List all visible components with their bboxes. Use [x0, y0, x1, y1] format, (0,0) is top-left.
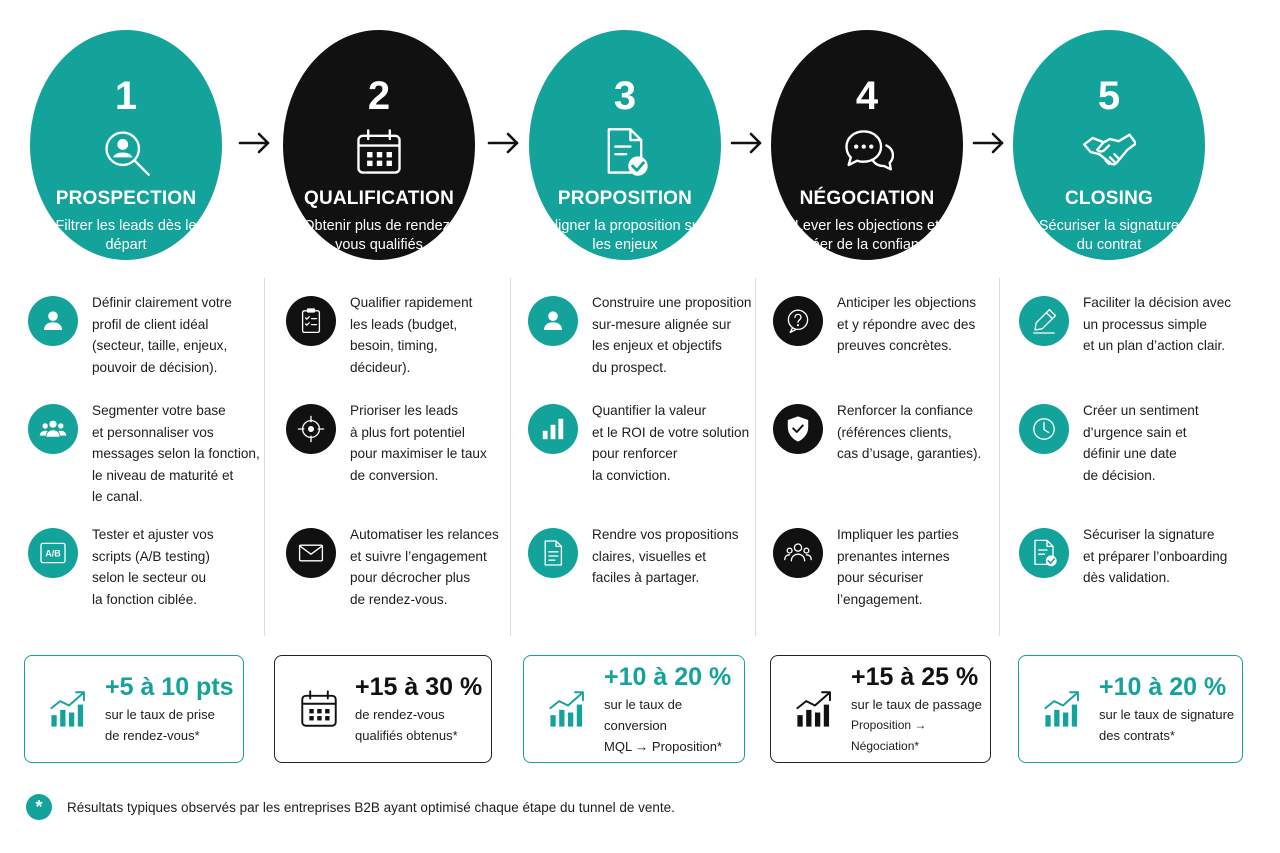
stat-description-line: MQL → Proposition* — [604, 738, 723, 754]
stat-card — [523, 655, 745, 763]
action-text — [837, 292, 976, 357]
stat-description-line: des contrats* — [1099, 728, 1175, 743]
clock-icon — [1019, 404, 1069, 454]
action-item — [28, 400, 264, 508]
action-text-line: de rendez-vous. — [350, 591, 448, 607]
step-circle-5 — [1013, 30, 1205, 260]
stat-value: +15 à 30 % — [355, 673, 483, 701]
action-text — [92, 524, 214, 610]
action-text-line: la fonction ciblée. — [92, 591, 198, 607]
step-subtitle: Obtenir plus de rendez-vous qualifiés — [303, 218, 455, 253]
step-title: QUALIFICATION — [303, 188, 454, 209]
step-subtitle: Filtrer les leads dès le départ — [55, 218, 197, 253]
action-text-line: Impliquer les parties — [837, 527, 959, 542]
action-item — [1019, 524, 1247, 589]
stat-description-line: de rendez-vous — [355, 707, 445, 722]
action-text-line: profil de client idéal — [92, 316, 209, 332]
action-text-line: et le ROI de votre solution — [592, 424, 750, 440]
people-icon — [773, 528, 823, 578]
stat-description — [355, 704, 482, 746]
column-divider — [510, 278, 511, 636]
step-number: 4 — [855, 74, 879, 118]
action-text-line: du prospect. — [592, 359, 667, 375]
stat-body — [604, 662, 744, 757]
action-text-line: pouvoir de décision). — [92, 359, 218, 375]
arrow-right-icon — [972, 131, 1006, 155]
clipboard-check-icon — [286, 296, 336, 346]
stat-description — [105, 704, 234, 746]
action-text-line: Prioriser les leads — [350, 403, 459, 418]
calendar-icon — [351, 124, 407, 180]
stat-card — [770, 655, 991, 763]
action-item — [286, 400, 508, 486]
action-text-line: le niveau de maturité et — [92, 467, 234, 483]
action-text — [837, 400, 981, 465]
action-text — [92, 292, 232, 378]
step-number: 2 — [367, 74, 391, 118]
step-circle-3 — [529, 30, 721, 260]
trend-chart-icon — [546, 687, 590, 731]
stat-description-line: sur le taux de prise — [105, 707, 215, 722]
action-text-line: Anticiper les objections — [837, 295, 977, 310]
action-text — [837, 524, 959, 610]
bar-chart-icon — [528, 404, 578, 454]
search-user-icon — [98, 124, 154, 180]
action-text-line: définir une date — [1083, 446, 1177, 461]
shield-check-icon — [773, 404, 823, 454]
action-text-line: faciles à partager. — [592, 570, 700, 585]
stat-description-line: qualifiés obtenus* — [355, 728, 458, 743]
action-text-line: Tester et ajuster vos — [92, 527, 214, 542]
action-text-line: dès validation. — [1083, 570, 1170, 585]
action-text-line: claires, visuelles et — [592, 548, 707, 564]
calendar-icon — [297, 687, 341, 731]
action-text — [350, 524, 499, 610]
column-divider — [999, 278, 1000, 636]
action-text-line: preuves concrètes. — [837, 338, 952, 353]
action-text — [350, 292, 472, 378]
step-subtitle: Lever les objections et créer de la confiance — [794, 218, 940, 253]
arrow-right-icon — [487, 131, 521, 155]
user-icon — [28, 296, 78, 346]
action-text-line: d’urgence sain et — [1083, 424, 1187, 440]
document-check-icon — [597, 124, 653, 180]
mail-icon — [286, 528, 336, 578]
stat-body — [851, 662, 990, 757]
action-item — [773, 524, 999, 610]
action-text-line: Automatiser les relances — [350, 527, 499, 542]
step-number: 5 — [1097, 74, 1121, 118]
step-title: PROSPECTION — [55, 188, 197, 209]
action-item — [528, 524, 760, 589]
action-text-line: et y répondre avec des — [837, 316, 976, 332]
action-text-line: pour décrocher plus — [350, 570, 471, 585]
action-text-line: prenantes internes — [837, 548, 950, 564]
step-circle-4 — [771, 30, 963, 260]
action-text-line: et suivre l’engagement — [350, 548, 487, 564]
action-text-line: Sécuriser la signature — [1083, 527, 1215, 542]
action-text-line: les enjeux et objectifs — [592, 338, 722, 353]
action-text — [350, 400, 487, 486]
action-item — [528, 400, 760, 486]
step-subtitle: Aligner la proposition sur les enjeux — [545, 218, 705, 253]
action-text-line: la conviction. — [592, 467, 671, 483]
action-text-line: le canal. — [92, 489, 143, 504]
trend-chart-icon — [1041, 687, 1085, 731]
stat-body — [355, 672, 482, 746]
action-text-line: Définir clairement votre — [92, 295, 232, 310]
footnote-text: Résultats typiques observés par les entreprises B2B ayant optimisé chaque étape du tunnel de vente. — [67, 799, 675, 815]
action-text — [1083, 292, 1231, 357]
action-item — [773, 292, 999, 357]
step-title: PROPOSITION — [557, 188, 693, 209]
user-icon — [528, 296, 578, 346]
step-title: NÉGOCIATION — [799, 188, 935, 209]
stat-description-line: Proposition → Négociation* — [851, 717, 927, 753]
chat-bubbles-icon — [839, 124, 895, 180]
action-text-line: sur-mesure alignée sur — [592, 316, 732, 332]
footnote — [26, 794, 675, 820]
step-title: CLOSING — [1065, 188, 1153, 209]
action-text-line: et un plan d’action clair. — [1083, 338, 1226, 353]
step-number: 1 — [114, 74, 138, 118]
action-text-line: et préparer l’onboarding — [1083, 548, 1228, 564]
stat-description-line: sur le taux de passage — [851, 696, 982, 712]
trend-chart-icon — [793, 687, 837, 731]
stat-body — [1099, 672, 1234, 746]
action-text-line: Renforcer la confiance — [837, 403, 974, 418]
action-item — [286, 292, 508, 378]
action-text-line: Segmenter votre base — [92, 403, 226, 418]
action-item — [1019, 292, 1247, 357]
step-subtitle: Sécuriser la signature du contrat — [1038, 218, 1180, 253]
trend-chart-icon — [47, 687, 91, 731]
stat-value: +10 à 20 % — [1099, 673, 1227, 701]
stat-value: +15 à 25 % — [851, 662, 979, 691]
stat-card — [24, 655, 244, 763]
asterisk-icon: * — [26, 794, 52, 820]
action-text — [592, 400, 749, 486]
action-text-line: besoin, timing, — [350, 338, 438, 353]
target-icon — [286, 404, 336, 454]
action-text-line: pour sécuriser — [837, 570, 924, 585]
stat-value: +10 à 20 % — [604, 662, 732, 691]
action-text-line: Qualifier rapidement — [350, 295, 473, 310]
question-bubble-icon — [773, 296, 823, 346]
action-text — [92, 400, 260, 508]
action-item — [1019, 400, 1247, 486]
column-divider — [264, 278, 265, 636]
action-item — [773, 400, 999, 465]
action-item — [28, 524, 264, 610]
action-text — [1083, 400, 1199, 486]
ab-test-icon — [28, 528, 78, 578]
stat-value: +5 à 10 pts — [105, 673, 234, 701]
action-text-line: de décision. — [1083, 467, 1156, 483]
stat-description-line: sur le taux de conversion — [604, 696, 683, 733]
action-text-line: (secteur, taille, enjeux, — [92, 338, 228, 353]
action-text-line: de conversion. — [350, 467, 439, 483]
arrow-right-icon — [730, 131, 764, 155]
action-text-line: Rendre vos propositions — [592, 527, 739, 542]
stat-card — [274, 655, 492, 763]
action-text-line: décideur). — [350, 359, 411, 375]
action-text-line: les leads (budget, — [350, 316, 458, 332]
action-text-line: (références clients, — [837, 424, 952, 440]
action-item — [286, 524, 508, 610]
action-text-line: Quantifier la valeur — [592, 403, 707, 418]
action-text — [592, 292, 751, 378]
arrow-right-icon — [238, 131, 272, 155]
action-item — [528, 292, 760, 378]
action-text-line: à plus fort potentiel — [350, 424, 465, 440]
svg-text:A/B: A/B — [45, 548, 61, 559]
action-text-line: Faciliter la décision avec — [1083, 295, 1232, 310]
stat-card — [1018, 655, 1243, 763]
stat-description — [1099, 704, 1234, 746]
action-text-line: cas d’usage, garanties). — [837, 446, 982, 461]
action-text-line: un processus simple — [1083, 316, 1207, 332]
action-text-line: Construire une proposition — [592, 295, 752, 310]
stat-description-line: de rendez-vous* — [105, 728, 200, 743]
action-text-line: messages selon la fonction, — [92, 446, 260, 461]
group-icon — [28, 404, 78, 454]
step-number: 3 — [613, 74, 637, 118]
action-text — [592, 524, 739, 589]
handshake-icon — [1081, 124, 1137, 180]
action-text-line: pour maximiser le taux — [350, 446, 487, 461]
action-text-line: Créer un sentiment — [1083, 403, 1199, 418]
stat-description-line: sur le taux de signature — [1099, 707, 1235, 722]
action-text-line: et personnaliser vos — [92, 424, 214, 440]
action-text-line: pour renforcer — [592, 446, 678, 461]
action-text-line: selon le secteur ou — [92, 570, 207, 585]
action-text-line: scripts (A/B testing) — [92, 548, 210, 564]
document-check-icon — [1019, 528, 1069, 578]
action-text-line: l’engagement. — [837, 591, 923, 607]
pen-icon — [1019, 296, 1069, 346]
stat-description — [851, 694, 990, 757]
action-item — [28, 292, 264, 378]
step-circle-2 — [283, 30, 475, 260]
step-circle-1 — [30, 30, 222, 260]
stat-description — [604, 694, 744, 757]
stat-body — [105, 672, 234, 746]
action-text — [1083, 524, 1227, 589]
document-icon — [528, 528, 578, 578]
